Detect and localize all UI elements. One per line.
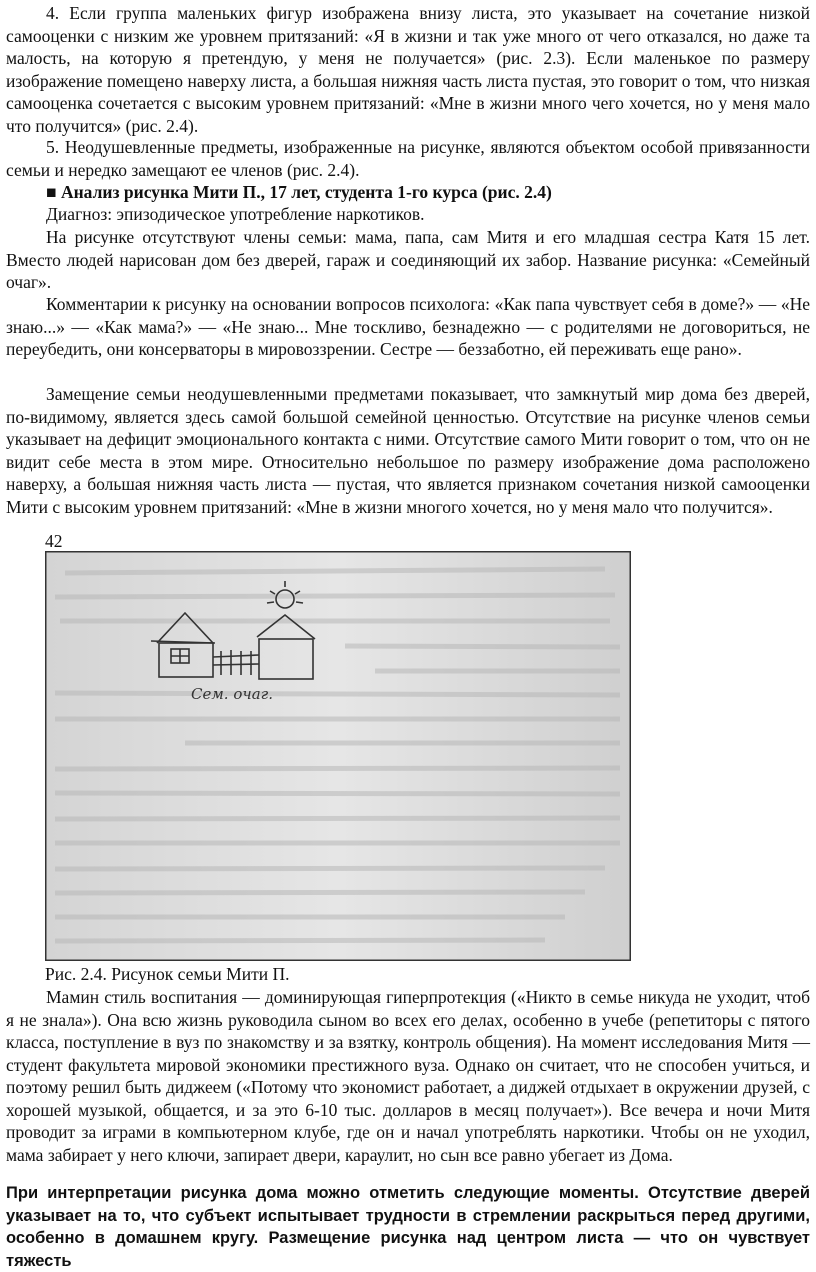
diagnosis-line: Диагноз: эпизодическое употребление наркотиков. [46,204,425,224]
paragraph-family-absent: На рисунке отсутствуют члены семьи: мама, папа, сам Митя и его младшая сестра Катя 15 лет. Вместо людей нарисован дом без дверей, гараж и соединяющий их забор. Название рисунка: «Семейный очаг». [6,227,810,292]
paragraph-interpretation: При интерпретации рисунка дома можно отметить следующие моменты. Отсутствие дверей указывает на то, что субъект испытывает трудности в стремлении раскрыться перед другими, особенно в домашнем кругу. Размещение рисунка над центром листа — что он чувствует тяжесть [6,1184,810,1270]
drawing-scan [45,551,631,961]
drawing-title: Сем. очаг. [191,685,273,703]
section-heading: ■ Анализ рисунка Мити П., 17 лет, студента 1-го курса (рис. 2.4) [46,182,552,202]
page-number: 42 [45,531,63,551]
family-drawing-figure [45,551,631,961]
paragraph-parenting-style: Мамин стиль воспитания — доминирующая гиперпротекция («Никто в семье никуда не уходит, чтоб я не знала»). Она всю жизнь руководила сыном во всех его делах, особенно в учебе (репетиторы с пятого класса, поступление в вуз по знакомству и за взятку, контроль общения). На момент исследования Митя — студент факультета мировой экономики престижного вуза. Однако он считает, что не способен учиться, и поэтому решил быть диджеем («Потому что экономист работает, а диджей отдыхает в окружении друзей, с хорошей музыкой, общается, и за это 6-10 тыс. долларов в месяц получает»). Все вечера и ночи Митя проводит за играми в компьютерном клубе, где он и начал употреблять наркотики. Чтобы он не уходил, мама забирает у него ключи, запирает двери, караулит, но сын все равно убегает из Дома. [6,987,810,1165]
figure-caption: Рис. 2.4. Рисунок семьи Мити П. [45,964,290,984]
paragraph-comments: Комментарии к рисунку на основании вопросов психолога: «Как папа чувствует себя в доме?» — «Не знаю...» — «Как мама?» — «Не знаю... Мне тоскливо, безнадежно — с родителями не договориться, не переубедить, они консерваторы в мировоззрении. Сестре — беззаботно, ей переживать еще рано». [6,294,810,359]
paragraph-point-5: 5. Неодушевленные предметы, изображенные на рисунке, являются объектом особой привязанности семьи и нередко замещают ее членов (рис. 2.4). [6,137,810,180]
paragraph-point-4: 4. Если группа маленьких фигур изображена внизу листа, это указывает на сочетание низкой самооценки с низким же уровнем притязаний: «Я в жизни и так уже много от чего отказался, но даже та малость, на которую я претендую, у меня не получается» (рис. 2.3). Если маленькое по размеру изображение помещено наверху листа, а большая нижняя часть листа пустая, это говорит о том, что низкая самооценка сочетается с высоким уровнем притязаний: «Мне в жизни много чего хочется, но у меня мало что получится» (рис. 2.4). [6,3,810,136]
paragraph-substitution: Замещение семьи неодушевленными предметами показывает, что замкнутый мир дома без дверей, по-видимому, является здесь самой большой семейной ценностью. Отсутствие на рисунке членов семьи указывает на дефицит эмоционального контакта с ними. Отсутствие самого Мити говорит о том, что он не видит себе места в этом мире. Относительно небольшое по размеру изображение дома расположено наверху, а большая нижняя часть листа — пустая, что является признаком сочетания низкой самооценки Мити с высоким уровнем притязаний: «Мне в жизни многого хочется, но у меня мало что получится». [6,384,810,517]
